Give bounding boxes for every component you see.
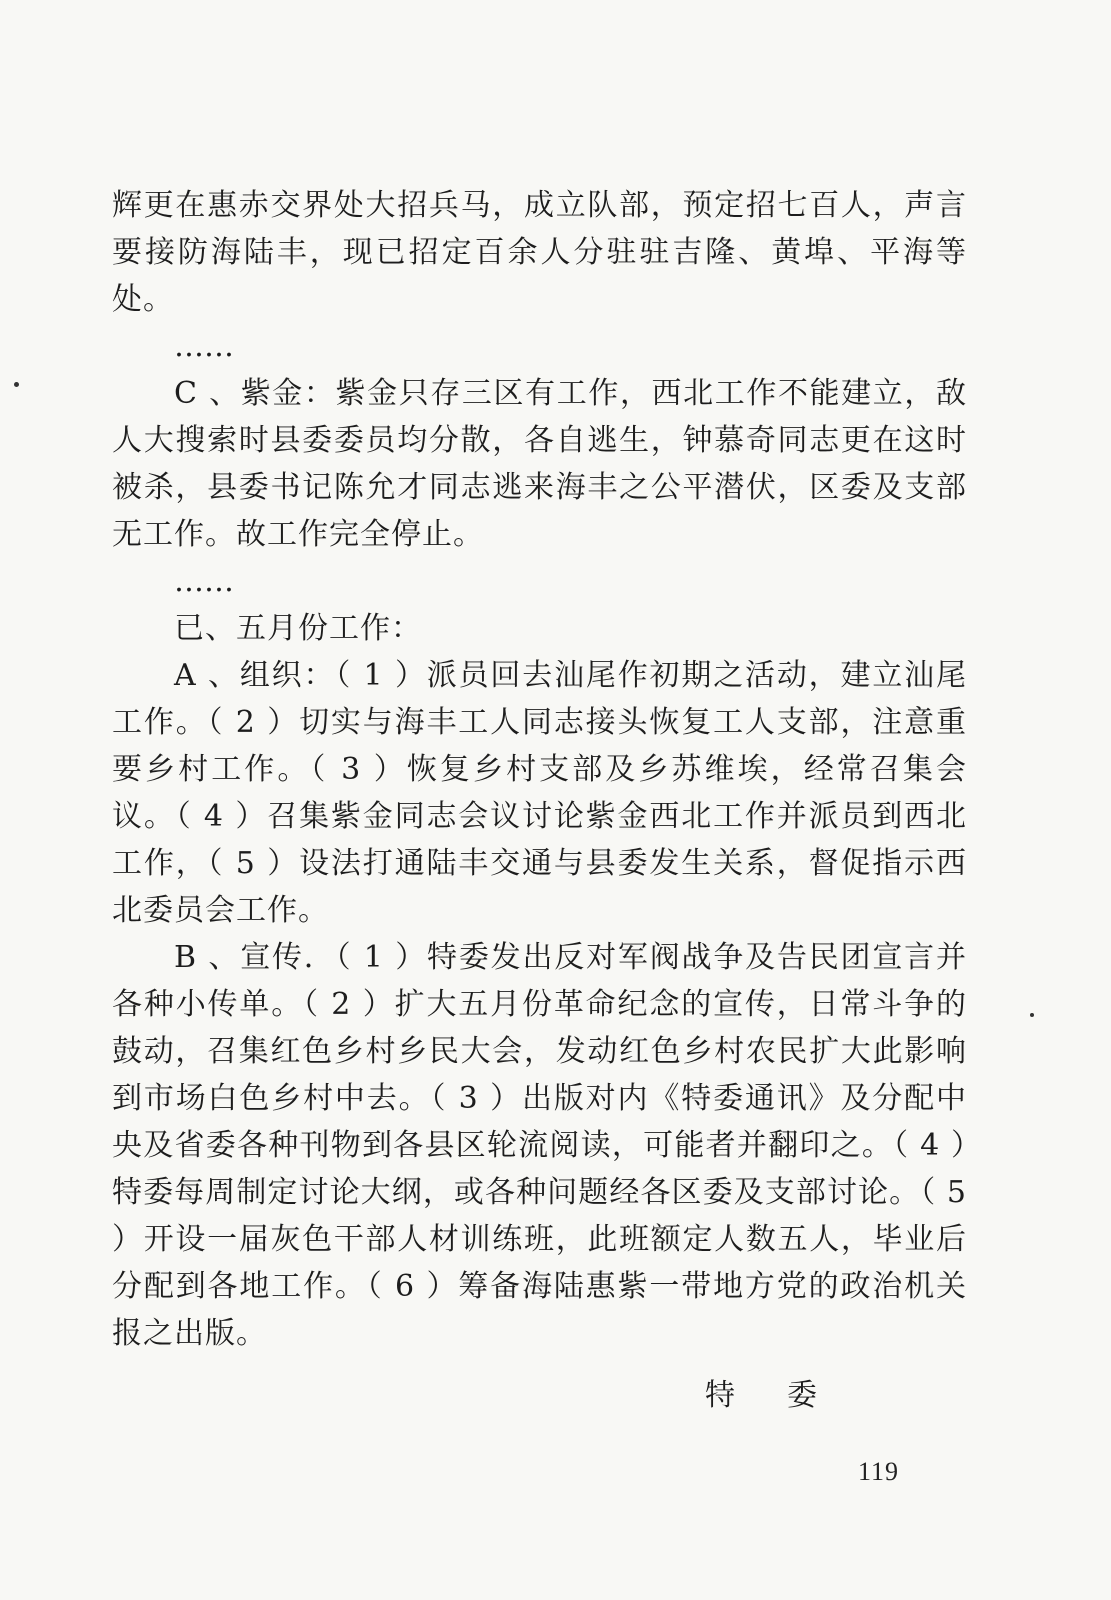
scan-speck: [1030, 1013, 1034, 1017]
ellipsis-omission: ……: [174, 564, 234, 599]
paragraph-zijin: C 、紫金：紫金只存三区有工作，西北工作不能建立，敌人大搜索时县委委员均分散，各自逃生，钟慕奇同志更在这时被杀，县委书记陈允才同志逃来海丰之公平潜伏，区委及支部无工作。故工作完全停止。: [112, 376, 967, 552]
ellipsis-omission: ……: [174, 329, 234, 364]
section-heading-may-work: 已、五月份工作：: [174, 611, 422, 646]
signature: 特委: [705, 1378, 869, 1413]
scan-speck: [14, 382, 19, 387]
body-text: [112, 182, 967, 1357]
paragraph-organization: A 、组织：（ 1 ）派员回去汕尾作初期之活动，建立汕尾工作。（ 2 ）切实与海丰工人同志接头恢复工人支部，注意重要乡村工作。（ 3 ）恢复乡村支部及乡苏维埃，经常召集会议。（ 4 ）召集紫金同志会议讨论紫金西北工作并派员到西北工作，（ 5 ）设法打通陆丰交通与县委发生关系，督促指示西北委员会工作。: [112, 658, 967, 928]
paragraph-continuation: 辉更在惠赤交界处大招兵马，成立队部，预定招七百人，声言要接防海陆丰，现已招定百余人分驻驻吉隆、黄埠、平海等处。: [112, 188, 967, 317]
paragraph-propaganda: B 、宣传．（ 1 ）特委发出反对军阀战争及告民团宣言并各种小传单。（ 2 ）扩大五月份革命纪念的宣传，日常斗争的鼓动，召集红色乡村乡民大会，发动红色乡村农民扩大此影响到市场白色乡村中去。（ 3 ）出版对内《特委通讯》及分配中央及省委各种刊物到各县区轮流阅读，可能者并翻印之。（ 4 ）特委每周制定讨论大纲，或各种问题经各区委及支部讨论。（ 5 ）开设一届灰色干部人材训练班，此班额定人数五人，毕业后分配到各地工作。（ 6 ）筹备海陆惠紫一带地方党的政治机关报之出版。: [112, 940, 967, 1351]
page-number: 119: [858, 1457, 900, 1486]
